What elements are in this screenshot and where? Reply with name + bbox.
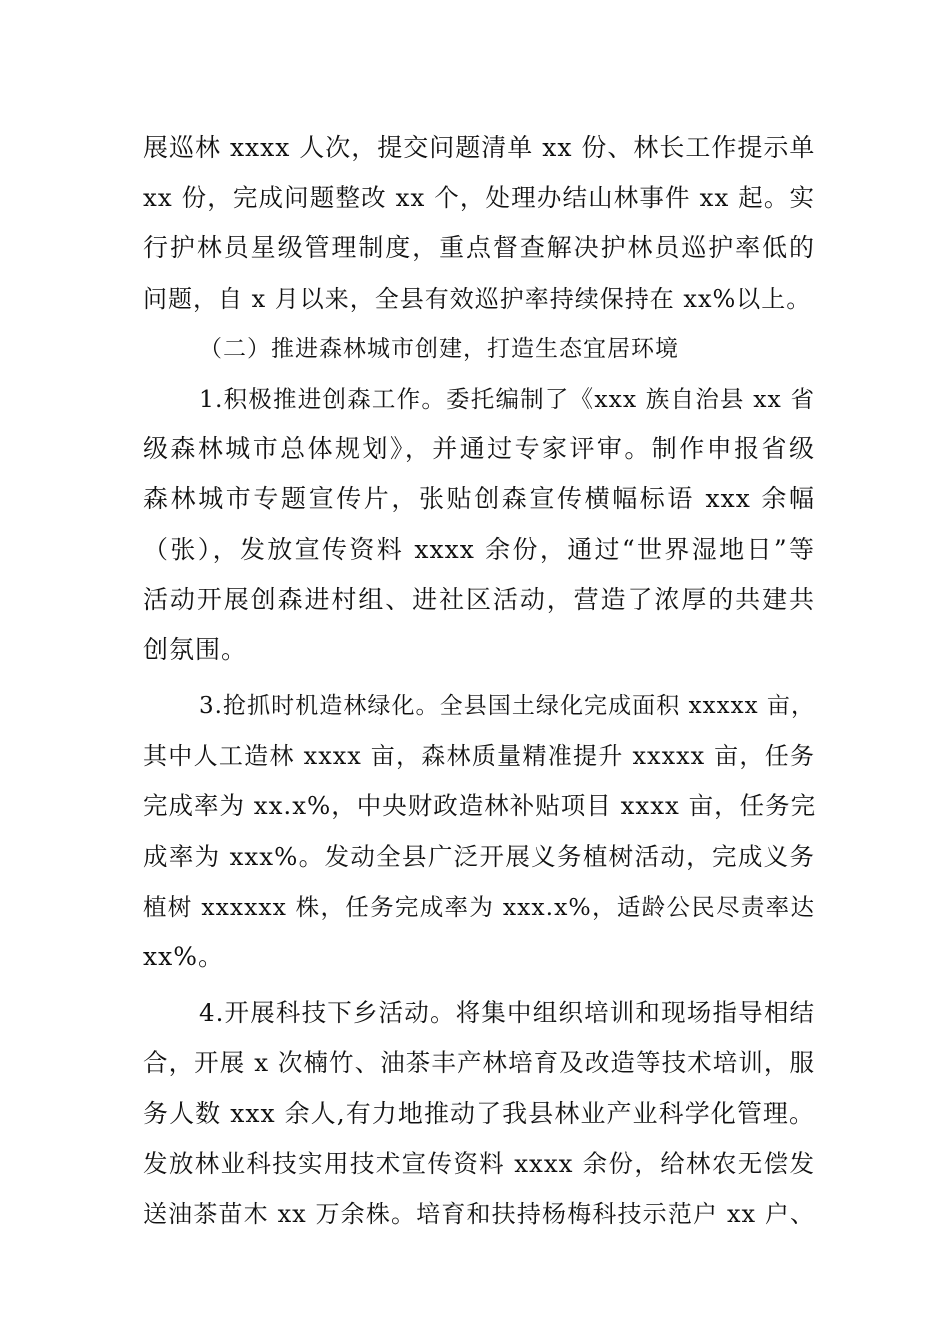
- text-line: 3.抢抓时机造林绿化。全县国土绿化完成面积 xxxxx 亩，: [199, 693, 815, 720]
- text-line: 完成率为 xx.x%，中央财政造林补贴项目 xxxx 亩，任务完: [143, 791, 817, 821]
- section-heading: [143, 324, 815, 374]
- text-line: 植树 xxxxxx 株，任务完成率为 xxx.x%，适龄公民尽责率达: [143, 892, 815, 921]
- text-line: （张），发放宣传资料 xxxx 余份，通过“世界湿地日”等: [143, 534, 815, 564]
- text-line: 合，开展 x 次楠竹、油茶丰产林培育及改造等技术培训，服: [143, 1048, 815, 1078]
- heading-line: （二）推进森林城市创建，打造生态宜居环境: [199, 335, 679, 362]
- text-line: 其中人工造林 xxxx 亩，森林质量精准提升 xxxxx 亩，任务: [143, 742, 815, 771]
- text-line: 成率为 xxx%。发动全县广泛开展义务植树活动，完成义务: [143, 841, 815, 871]
- text-line: 发放林业科技实用技术宣传资料 xxxx 余份，给林农无偿发: [143, 1148, 815, 1178]
- text-line: 送油茶苗木 xx 万余株。培育和扶持杨梅科技示范户 xx 户、: [143, 1199, 815, 1228]
- paragraph-item-1: [143, 374, 815, 675]
- text-line: 展巡林 xxxx 人次，提交问题清单 xx 份、林长工作提示单: [143, 133, 816, 162]
- paragraph-item-4: [143, 988, 815, 1239]
- document-body: [143, 123, 815, 1239]
- text-line: 行护林员星级管理制度，重点督查解决护林员巡护率低的: [143, 233, 815, 263]
- text-line: 4.开展科技下乡活动。将集中组织培训和现场指导相结: [199, 998, 815, 1028]
- text-line: 务人数 xxx 余人,有力地推动了我县林业产业科学化管理。: [143, 1098, 815, 1128]
- text-line: 1.积极推进创森工作。委托编制了《xxx 族自治县 xx 省: [199, 384, 815, 413]
- text-line: xx%。: [143, 942, 224, 971]
- paragraph-item-3: [143, 681, 815, 982]
- text-line: 问题，自 x 月以来，全县有效巡护率持续保持在 xx%以上。: [143, 284, 812, 313]
- paragraph-patrol: [143, 123, 815, 324]
- text-line: 创氛围。: [143, 634, 248, 664]
- text-line: 级森林城市总体规划》，并通过专家评审。制作申报省级: [143, 434, 815, 464]
- text-line: 森林城市专题宣传片，张贴创森宣传横幅标语 xxx 余幅: [143, 484, 815, 514]
- text-line: 活动开展创森进村组、进社区活动，营造了浓厚的共建共: [143, 584, 815, 614]
- text-line: xx 份，完成问题整改 xx 个，处理办结山林事件 xx 起。实: [143, 183, 815, 213]
